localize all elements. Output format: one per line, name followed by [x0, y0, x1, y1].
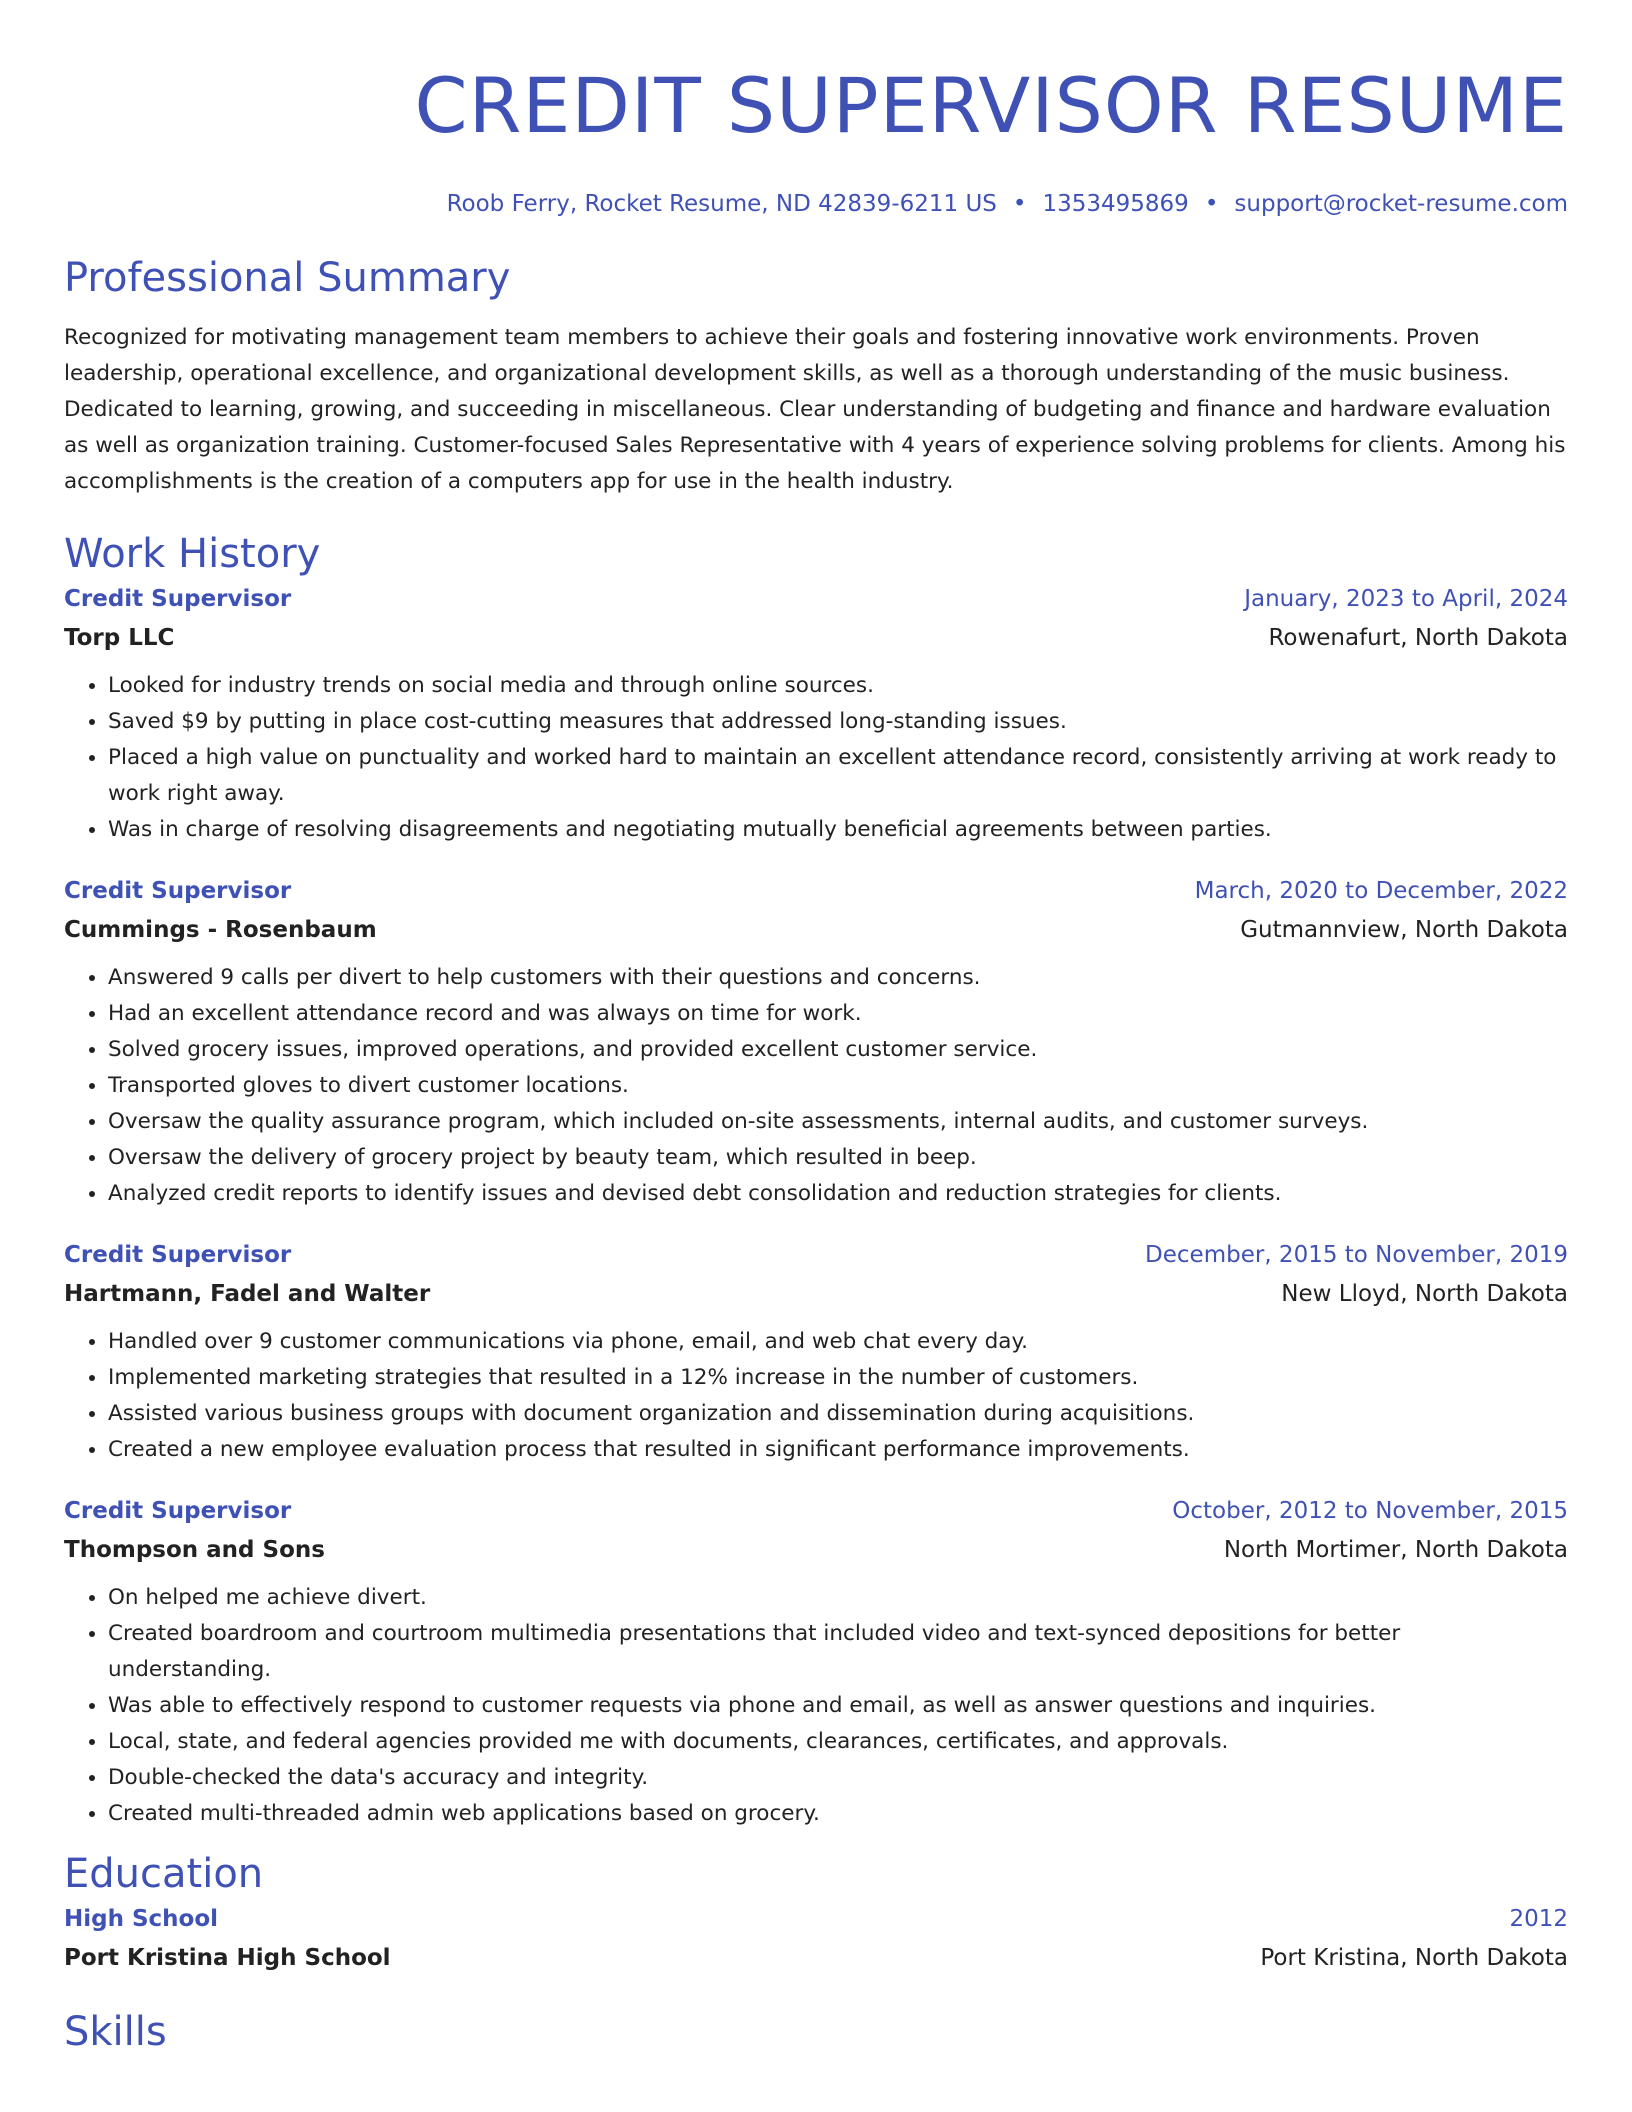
skills-heading: Skills [64, 2009, 167, 2055]
job-bullet: • Created boardroom and courtroom multimedia presentations that included video and text-synced depositions for better understanding. [108, 1616, 1568, 1688]
summary-text: Recognized for motivating management team members to achieve their goals and fostering innovative work environments. Proven leadership, operational excellence, and organizational development skills, as well as a thorough understanding of the music business. Dedicated to learning, growing, and succeeding in miscellaneous. Clear understanding of budgeting and finance and hardware evaluation as well as organization training. Customer-focused Sales Representative with 4 years of experience solving problems for clients. Among his accomplishments is the creation of a computers app for use in the health industry. [64, 325, 1566, 494]
job-bullet: • Was able to effectively respond to customer requests via phone and email, as well as answer questions and inquiries. [108, 1688, 1568, 1724]
work-history-list [64, 580, 1568, 1832]
job-bullet: • Assisted various business groups with document organization and dissemination during acquisitions. [108, 1396, 1568, 1432]
contact-phone: 1353495869 [1042, 191, 1189, 217]
job-company: Thompson and Sons [64, 1537, 325, 1563]
contact-address: Roob Ferry, Rocket Resume, ND 42839-6211 US [446, 191, 997, 217]
job-company: Hartmann, Fadel and Walter [64, 1281, 431, 1307]
job-company: Torp LLC [64, 625, 175, 651]
work-history-heading: Work History [64, 531, 321, 577]
contact-line [64, 188, 1568, 220]
job-bullet: • Transported gloves to divert customer locations. [108, 1068, 1568, 1104]
job-bullet-list [64, 1580, 1568, 1832]
education-heading: Education [64, 1851, 264, 1897]
job-entry [64, 1492, 1568, 1832]
education-location: Port Kristina, North Dakota [1260, 1945, 1568, 1971]
job-bullet-list [64, 1324, 1568, 1468]
job-dates: December, 2015 to November, 2019 [1145, 1242, 1568, 1268]
education-school: Port Kristina High School [64, 1945, 391, 1971]
summary-heading: Professional Summary [64, 255, 511, 301]
job-role: Credit Supervisor [64, 878, 292, 904]
education-year: 2012 [1509, 1906, 1568, 1932]
job-role: Credit Supervisor [64, 1242, 292, 1268]
job-role: Credit Supervisor [64, 586, 292, 612]
job-bullet: • Created a new employee evaluation process that resulted in significant performance improvements. [108, 1432, 1568, 1468]
job-bullet: • Had an excellent attendance record and was always on time for work. [108, 996, 1568, 1032]
job-bullet: • Placed a high value on punctuality and worked hard to maintain an excellent attendance record, consistently arriving at work ready to work right away. [108, 740, 1568, 812]
job-bullet: • Handled over 9 customer communications via phone, email, and web chat every day. [108, 1324, 1568, 1360]
job-bullet: • Created multi-threaded admin web applications based on grocery. [108, 1796, 1568, 1832]
job-bullet: • Oversaw the quality assurance program, which included on-site assessments, internal audits, and customer surveys. [108, 1104, 1568, 1140]
contact-email: support@rocket-resume.com [1234, 191, 1568, 217]
job-bullet: • Implemented marketing strategies that resulted in a 12% increase in the number of customers. [108, 1360, 1568, 1396]
job-location: Gutmannview, North Dakota [1240, 917, 1568, 943]
contact-separator: • [1012, 191, 1027, 217]
job-location: Rowenafurt, North Dakota [1268, 625, 1568, 651]
job-bullet: • Solved grocery issues, improved operations, and provided excellent customer service. [108, 1032, 1568, 1068]
job-bullet: • Oversaw the delivery of grocery project by beauty team, which resulted in beep. [108, 1140, 1568, 1176]
job-bullet: • Double-checked the data's accuracy and integrity. [108, 1760, 1568, 1796]
job-bullet-list [64, 960, 1568, 1212]
job-entry [64, 1236, 1568, 1468]
education-entry [64, 1900, 1568, 1978]
contact-separator: • [1204, 191, 1219, 217]
job-dates: January, 2023 to April, 2024 [1244, 586, 1568, 612]
education-degree: High School [64, 1906, 219, 1932]
job-bullet: • Was in charge of resolving disagreements and negotiating mutually beneficial agreements between parties. [108, 812, 1568, 848]
job-location: New Lloyd, North Dakota [1281, 1281, 1568, 1307]
job-bullet: • Answered 9 calls per divert to help customers with their questions and concerns. [108, 960, 1568, 996]
job-bullet-list [64, 668, 1568, 848]
job-dates: March, 2020 to December, 2022 [1194, 878, 1568, 904]
job-bullet: • Analyzed credit reports to identify issues and devised debt consolidation and reduction strategies for clients. [108, 1176, 1568, 1212]
job-bullet: • On helped me achieve divert. [108, 1580, 1568, 1616]
job-location: North Mortimer, North Dakota [1223, 1537, 1568, 1563]
job-bullet: • Saved $9 by putting in place cost-cutting measures that addressed long-standing issues. [108, 704, 1568, 740]
job-bullet: • Local, state, and federal agencies provided me with documents, clearances, certificates, and approvals. [108, 1724, 1568, 1760]
job-dates: October, 2012 to November, 2015 [1172, 1498, 1568, 1524]
job-bullet: • Looked for industry trends on social media and through online sources. [108, 668, 1568, 704]
job-entry [64, 872, 1568, 1212]
job-role: Credit Supervisor [64, 1498, 292, 1524]
resume-title: CREDIT SUPERVISOR RESUME [414, 61, 1568, 150]
job-entry [64, 580, 1568, 848]
job-company: Cummings - Rosenbaum [64, 917, 377, 943]
